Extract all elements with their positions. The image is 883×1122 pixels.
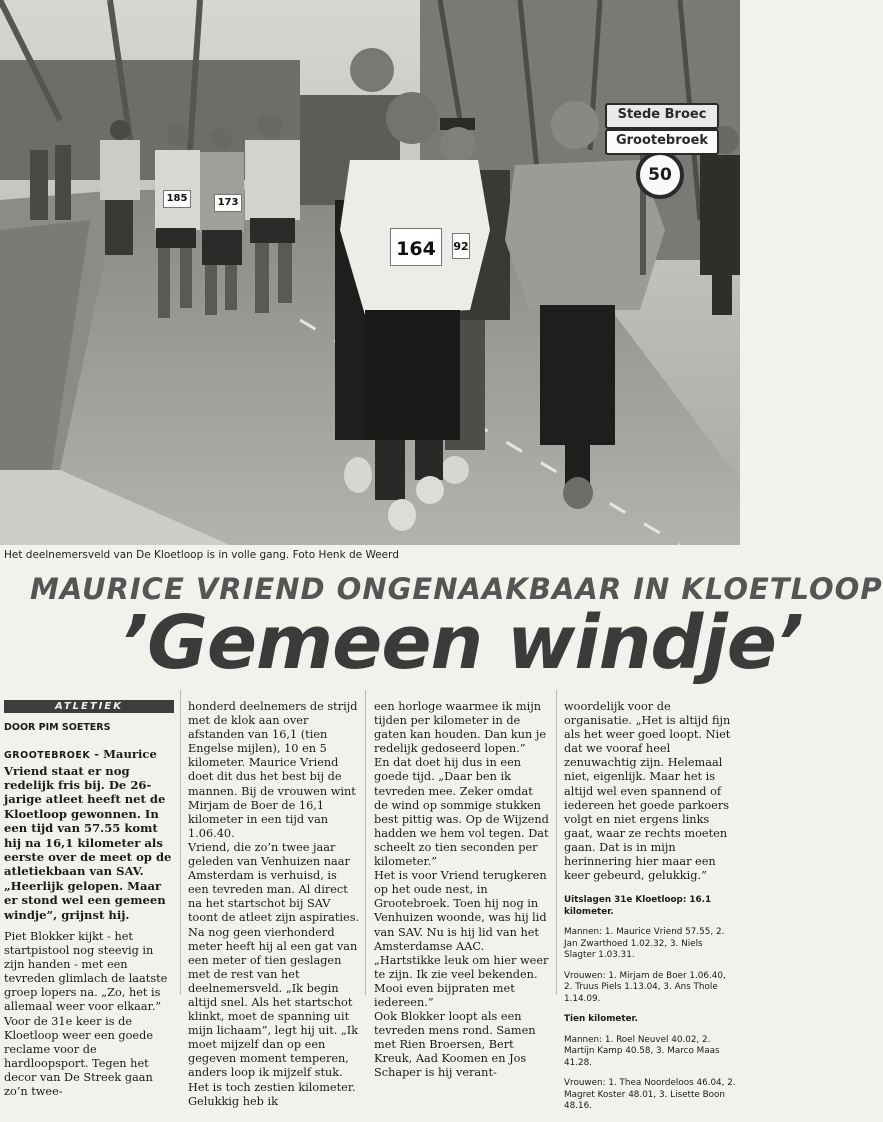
column-divider — [180, 690, 181, 995]
results-heading: Uitslagen 31e Kloetloop: 16.1 kilometer. — [564, 895, 712, 917]
runner-bib: 164 — [390, 228, 442, 266]
town-sign-grootebroek: Grootebroek — [605, 129, 719, 155]
article-column-2 — [188, 700, 360, 1109]
column-divider — [556, 690, 557, 995]
body-paragraph: honderd deelnemers de strijd met de klok aan over afstanden van 16,1 (tien Engelse mijlen), 10 en 5 kilometer. Maurice Vriend doet dit dus het best bij de mannen. Bij de vrouwen wint Mirjam de Boer de 16,1 kilometer in een tijd van 1.06.40. — [188, 700, 358, 840]
article-column-3 — [374, 700, 550, 1081]
body-paragraph: Piet Blokker kijkt - het startpistool nog steevig in zijn handen - met een tevreden glimlach de laatste groep lopers na. „Zo, het is allemaal weer voor elkaar.” Voor de 31e keer is de Kloetloop weer een goede reclame voor de hardloopsport. Tegen het decor van De Streek gaan zo’n twee- — [4, 929, 168, 1098]
photo-caption: Het deelnemersveld van De Kloetloop is in volle gang. Foto Henk de Weerd — [4, 549, 399, 561]
town-sign-stede-broec: Stede Broec — [605, 103, 719, 129]
runners-illustration — [0, 0, 740, 545]
article-kicker: MAURICE VRIEND ONGENAAKBAAR IN KLOETLOOP — [30, 572, 883, 606]
column-divider — [365, 690, 366, 995]
show-through-text — [0, 645, 110, 695]
runner-bib: 185 — [163, 190, 191, 208]
speed-limit-sign: 50 — [648, 165, 672, 185]
section-label: ATLETIEK — [4, 700, 174, 713]
results-men-16k: Mannen: 1. Maurice Vriend 57.55, 2. Jan Zwarthoed 1.02.32, 3. Niels Slagter 1.03.31. — [564, 927, 725, 961]
runner-bib: 173 — [214, 194, 242, 212]
body-paragraph: een horloge waarmee ik mijn tijden per kilometer in de gaten kan houden. Dan kun je redelijk gedoseerd lopen.” — [374, 700, 547, 756]
body-paragraph: En dat doet hij dus in een goede tijd. „Daar ben ik tevreden mee. Zeker omdat de wind op sommige stukken best pittig was. Op de Wijzend hadden we hem vol tegen. Dat scheelt zo tien seconden per kilometer.” — [374, 756, 549, 869]
article-headline: ’Gemeen windje’ — [120, 600, 804, 686]
race-results — [564, 895, 736, 1113]
dateline: GROOTEBROEK — [4, 750, 91, 762]
results-women-16k: Vrouwen: 1. Mirjam de Boer 1.06.40, 2. Truus Piels 1.13.04, 3. Ans Thole 1.14.09. — [564, 970, 726, 1004]
article-column-1 — [4, 700, 174, 1099]
runner-bib: 92 — [452, 233, 470, 259]
body-paragraph: Ook Blokker loopt als een tevreden mens rond. Samen met Rien Broersen, Bert Kreuk, Aad Koomen en Jos Schaper is hij verant- — [374, 1010, 536, 1080]
body-paragraph: Het is voor Vriend terugkeren op het oude nest, in Grootebroek. Toen hij nog in Venhuizen woonde, was hij lid van SAV. Nu is hij lid van het Amsterdamse AAC. „Hartstikke leuk om hier weer te zijn. Ik zie veel bekenden. Mooi even bijpraten met iedereen.” — [374, 869, 549, 1009]
article-lead — [4, 747, 174, 922]
article-column-4 — [564, 700, 736, 1122]
results-women-10k: Vrouwen: 1. Thea Noordeloos 46.04, 2. Magret Koster 48.01, 3. Lisette Boon 48.16. — [564, 1078, 736, 1112]
results-men-10k: Mannen: 1. Roel Neuvel 40.02, 2. Martijn Kamp 40.58, 3. Marco Maas 41.28. — [564, 1034, 720, 1068]
body-paragraph: woordelijk voor de organisatie. „Het is altijd fijn als het weer goed loopt. Niet dat we vooraf heel zenuwachtig zijn. Helemaal niet, eigenlijk. Maar het is altijd wel even spannend of iedereen het goede parkoers volgt en niet ergens links gaat, waar ze rechts moeten gaan. Dat is in mijn herinnering hier maar een keer gebeurd, gelukkig.” — [564, 700, 731, 883]
byline: DOOR PIM SOETERS — [4, 722, 111, 733]
race-photo — [0, 0, 740, 545]
results-heading-10k: Tien kilometer. — [564, 1014, 638, 1025]
body-paragraph: Vriend, die zo’n twee jaar geleden van Venhuizen naar Amsterdam is verhuisd, is een tevreden man. Al direct na het startschot bij SAV toont de atleet zijn aspiraties. Na nog geen vierhonderd meter heeft hij al een gat van een meter of tien geslagen met de rest van het deelnemersveld. „Ik begin altijd snel. Als het startschot klinkt, moet de spanning uit mijn lichaam”, legt hij uit. „Ik moet mijzelf dan op een gegeven moment temperen, anders loop ik mijzelf stuk. Het is toch zestien kilometer. Gelukkig heb ik — [188, 840, 360, 1108]
lead-text: - Maurice Vriend staat er nog redelijk fris bij. De 26-jarige atleet heeft net de Kloetloop gewonnen. In een tijd van 57.55 komt hij na 16,1 kilometer als eerste over de meet op de atletiekbaan van SAV. „Heerlijk gelopen. Maar er stond wel een gemeen windje”, grijnst hij. — [4, 747, 172, 922]
